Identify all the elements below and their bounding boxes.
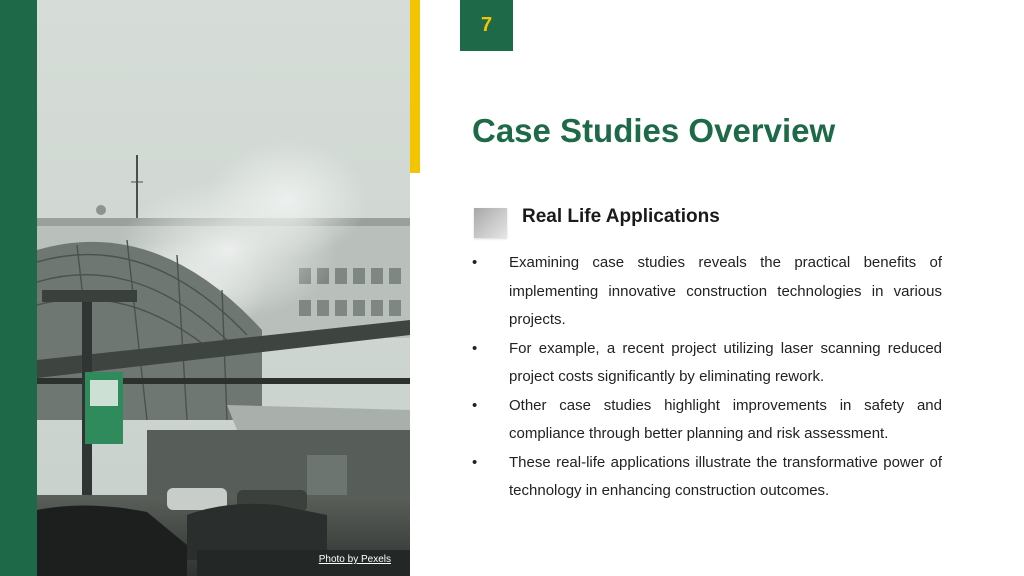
bullet-text: Examining case studies reveals the practical benefits of implementing innovative construction technologies in various projects.: [509, 254, 942, 328]
slide-title: Case Studies Overview: [472, 112, 836, 149]
bullet-icon: •: [472, 396, 478, 414]
page-number-badge: 7: [460, 0, 513, 51]
photo-credit-link[interactable]: Photo by Pexels: [318, 554, 391, 565]
bullet-item: [472, 249, 942, 335]
bullet-item: [472, 449, 942, 506]
bullet-icon: •: [472, 453, 478, 471]
section-icon: [474, 208, 507, 238]
bullet-item: [472, 335, 942, 392]
left-green-strip: [0, 0, 37, 576]
accent-bar: [410, 0, 420, 173]
slide-photo: [37, 0, 410, 576]
urban-construction-photo: [37, 0, 410, 576]
section-heading: Real Life Applications: [522, 206, 720, 227]
bullet-list: [472, 249, 942, 506]
bullet-text: These real-life applications illustrate the transformative power of technology in enhancing construction outcomes.: [509, 453, 942, 499]
bullet-item: [472, 392, 942, 449]
bullet-text: Other case studies highlight improvements in safety and compliance through better planning and risk assessment.: [509, 396, 942, 442]
bullet-text: For example, a recent project utilizing laser scanning reduced project costs significantly by eliminating rework.: [509, 339, 942, 385]
bullet-icon: •: [472, 254, 478, 271]
bullet-icon: •: [472, 339, 478, 357]
